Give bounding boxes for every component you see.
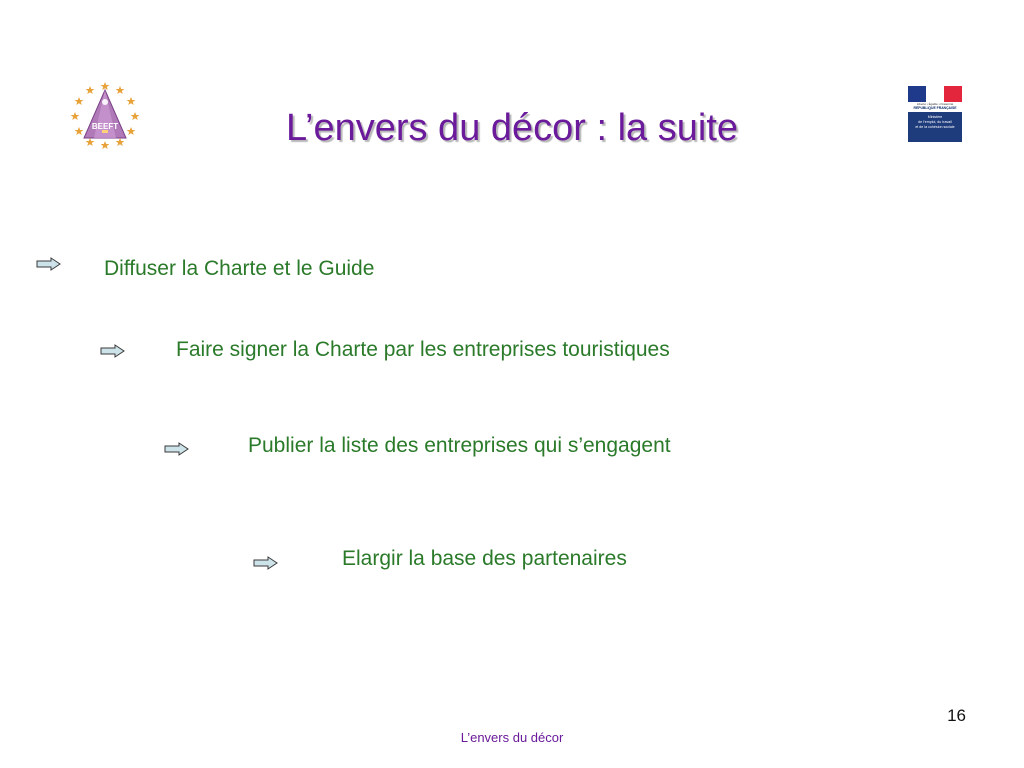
bullet-item bbox=[164, 432, 784, 462]
republique-francaise-logo bbox=[906, 84, 964, 144]
beeft-logo-text: BEEFT bbox=[91, 122, 119, 131]
bullet-text: Faire signer la Charte par les entreprises touristiques bbox=[176, 338, 670, 361]
arrow-right-icon bbox=[164, 442, 194, 456]
beeft-logo bbox=[66, 80, 144, 152]
ministry-label bbox=[908, 112, 962, 142]
arrow-right-icon bbox=[253, 556, 283, 570]
bullet-text: Elargir la base des partenaires bbox=[342, 547, 627, 570]
bullet-item bbox=[36, 255, 456, 285]
bullet-item bbox=[100, 336, 800, 366]
beeft-logo-graphic bbox=[66, 80, 144, 152]
ministry-line: de l’emploi, du travail bbox=[918, 120, 952, 124]
page-number: 16 bbox=[947, 706, 966, 725]
republic-name: RÉPUBLIQUE FRANÇAISE bbox=[913, 106, 957, 110]
footer-text: L’envers du décor bbox=[460, 730, 564, 745]
bullet-text: Publier la liste des entreprises qui s’engagent bbox=[248, 434, 671, 457]
ministry-line: Ministère bbox=[927, 115, 943, 119]
arrow-right-icon bbox=[36, 257, 66, 271]
arrow-right-icon bbox=[100, 344, 130, 358]
slide-title: L’envers du décor : la suite bbox=[285, 107, 739, 149]
republic-motto: Liberté • Égalité • Fraternité bbox=[916, 102, 954, 106]
ministry-line: et de la cohésion sociale bbox=[915, 125, 955, 129]
bullet-item bbox=[253, 545, 713, 575]
french-flag-icon bbox=[908, 86, 962, 102]
bullet-text: Diffuser la Charte et le Guide bbox=[104, 257, 375, 280]
